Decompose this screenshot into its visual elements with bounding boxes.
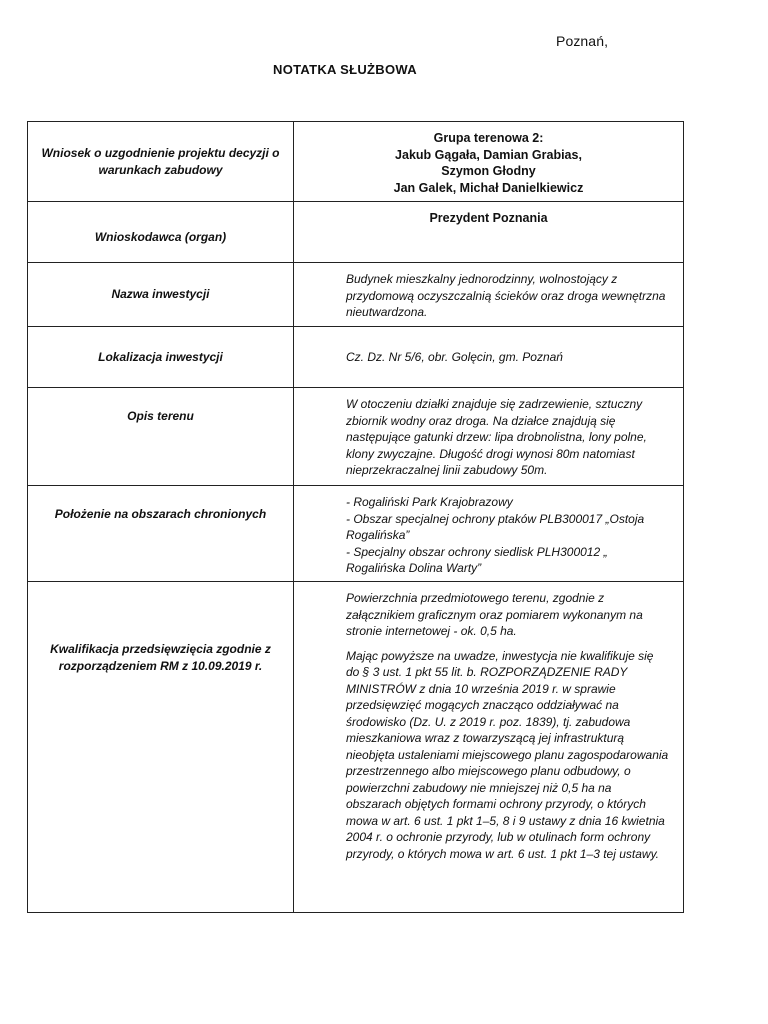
- protected-area-item: - Obszar specjalnej ochrony ptaków PLB300017 „Ostoja Rogalińska”: [346, 511, 645, 542]
- group-line: Grupa terenowa 2:: [433, 131, 544, 145]
- table-row: [28, 582, 684, 913]
- row-label-application: Wniosek o uzgodnienie projektu decyzji o warunkach zabudowy: [28, 122, 294, 202]
- row-label-site-description: Opis terenu: [28, 388, 294, 486]
- row-label-qualification: Kwalifikacja przedsięwzięcia zgodnie z rozporządzeniem RM z 10.09.2019 r.: [28, 582, 294, 913]
- row-value-field-group: [294, 122, 684, 202]
- row-label-location: Lokalizacja inwestycji: [28, 327, 294, 388]
- row-label-investment-name: Nazwa inwestycji: [28, 263, 294, 327]
- official-note-table: [27, 121, 684, 913]
- document-title: NOTATKA SŁUŻBOWA: [273, 62, 417, 77]
- group-line: Szymon Głodny: [441, 164, 536, 178]
- row-label-protected-areas: Położenie na obszarach chronionych: [28, 486, 294, 582]
- qualification-paragraph: Mając powyższe na uwadze, inwestycja nie kwalifikuje się do § 3 ust. 1 pkt 55 lit. b. ROZPORZĄDZENIE RADY MINISTRÓW z dnia 10 września 2019 r. w sprawie przedsięwzięć mogących znacząco oddziaływać na środowisko (Dz. U. z 2019 r. poz. 1839), tj. zabudowa mieszkaniowa wraz z towarzyszącą jej infrastrukturą nieobjęta ustaleniami miejscowego planu zagospodarowania przestrzennego albo miejscowego planu odbudowy, o powierzchni zabudowy nie mniejszej niż 0,5 ha na obszarach objętych formami ochrony przyrody, o których mowa w art. 6 ust. 1 pkt 1–5, 8 i 9 ustawy z dnia 16 kwietnia 2004 r. o ochronie przyrody, lub w otulinach form ochrony przyrody, o których mowa w art. 6 ust. 1 pkt 1–3 tej ustawy.: [346, 648, 669, 861]
- row-value-site-description: W otoczeniu działki znajduje się zadrzewienie, sztuczny zbiornik wodny oraz droga. Na działce znajdują się następujące gatunki drzew: lipa drobnolistna, lony polne, klony zwyczajne. Długość drogi wynosi 80m natomiast nieprzekraczalnej linii zabudowy 50m.: [294, 388, 684, 486]
- row-value-qualification: [294, 582, 684, 913]
- table-row: [28, 263, 684, 327]
- group-line: Jan Galek, Michał Danielkiewicz: [393, 180, 584, 195]
- row-value-protected-areas: [294, 486, 684, 582]
- table-row: [28, 486, 684, 582]
- protected-area-item: - Specjalny obszar ochrony siedlisk PLH300012 „ Rogalińska Dolina Warty”: [346, 544, 608, 575]
- table-row: [28, 388, 684, 486]
- place-date-line: Poznań,: [556, 33, 609, 49]
- row-label-applicant: Wnioskodawca (organ): [28, 202, 294, 263]
- row-value-investment-name: Budynek mieszkalny jednorodzinny, wolnostojący z przydomową oczyszczalnią ścieków oraz droga wewnętrzna nieutwardzona.: [294, 263, 684, 327]
- row-value-location: Cz. Dz. Nr 5/6, obr. Golęcin, gm. Poznań: [294, 327, 684, 388]
- qualification-paragraph: Powierzchnia przedmiotowego terenu, zgodnie z załącznikiem graficznym oraz pomiarem wykonanym na stronie internetowej - ok. 0,5 ha.: [346, 591, 643, 638]
- table-row: [28, 327, 684, 388]
- table-row: [28, 122, 684, 202]
- group-line: Jakub Gągała, Damian Grabias,: [395, 147, 582, 162]
- row-value-applicant: Prezydent Poznania: [294, 202, 684, 263]
- protected-area-item: - Rogaliński Park Krajobrazowy: [346, 495, 513, 509]
- table-row: [28, 202, 684, 263]
